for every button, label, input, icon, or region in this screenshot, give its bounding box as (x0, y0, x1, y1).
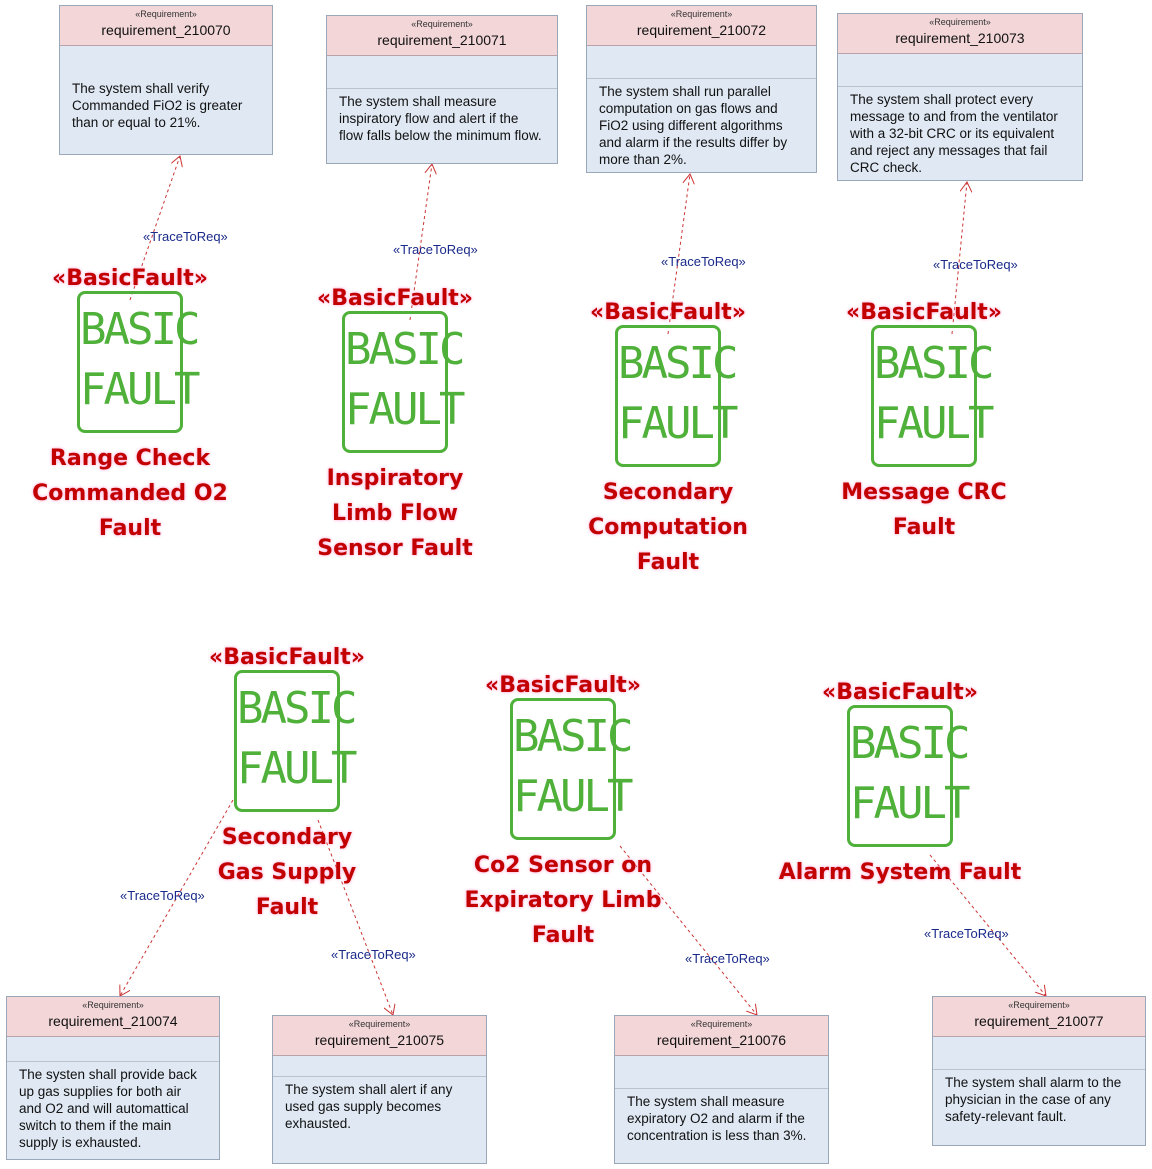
requirement-header (933, 997, 1145, 1037)
basic-fault-range-check[interactable] (20, 266, 240, 546)
trace-label: «TraceToReq» (393, 242, 478, 257)
requirement-box-210070[interactable] (59, 5, 273, 155)
requirement-name: requirement_210077 (974, 1013, 1104, 1029)
basic-fault-icon (77, 291, 198, 433)
requirement-box-210073[interactable] (837, 13, 1083, 181)
fault-stereotype: «BasicFault» (589, 300, 747, 325)
basic-fault-icon-line1: BASIC (850, 718, 968, 769)
basic-fault-icon-line1: BASIC (237, 683, 355, 734)
basic-fault-secondary-computation[interactable] (558, 300, 778, 580)
requirement-header (327, 16, 557, 56)
trace-label: «TraceToReq» (685, 951, 770, 966)
requirement-stereotype: «Requirement» (135, 9, 197, 19)
fault-stereotype: «BasicFault» (208, 645, 366, 670)
basic-fault-icon-line1: BASIC (618, 338, 736, 389)
requirement-box-210077[interactable] (932, 996, 1146, 1146)
requirement-text: The system shall protect every message to and from the ventilator with a 32-bit CRC or its equivalent and reject any messages that fail CRC check. (850, 92, 1058, 175)
requirement-text: The system shall alarm to the physician in the case of any safety-relevant fault. (945, 1075, 1122, 1124)
requirement-divider (7, 1037, 219, 1062)
trace-label: «TraceToReq» (120, 888, 205, 903)
requirement-box-210071[interactable] (326, 15, 558, 164)
requirement-box-210074[interactable] (6, 996, 220, 1160)
requirement-name: requirement_210073 (895, 30, 1025, 46)
requirement-divider (838, 54, 1082, 87)
requirement-box-210075[interactable] (272, 1015, 487, 1164)
trace-label: «TraceToReq» (661, 254, 746, 269)
fault-stereotype: «BasicFault» (484, 673, 642, 698)
fault-stereotype: «BasicFault» (821, 680, 979, 705)
fault-label: Secondary Computation Fault (588, 480, 748, 575)
requirement-name: requirement_210071 (377, 32, 507, 48)
requirement-header (587, 6, 816, 46)
fault-label: Alarm System Fault (778, 860, 1022, 885)
basic-fault-icon-line2: FAULT (237, 743, 355, 794)
requirement-stereotype: «Requirement» (348, 1019, 411, 1029)
basic-fault-icon (510, 698, 631, 840)
requirement-divider (327, 56, 557, 89)
trace-label: «TraceToReq» (933, 257, 1018, 272)
requirement-divider (273, 1056, 486, 1077)
basic-fault-alarm-system[interactable] (760, 680, 1040, 890)
basic-fault-icon-line1: BASIC (513, 711, 631, 762)
requirement-stereotype: «Requirement» (1008, 1000, 1070, 1010)
basic-fault-icon-line1: BASIC (874, 338, 992, 389)
requirement-stereotype: «Requirement» (690, 1019, 753, 1029)
requirement-header (838, 14, 1082, 54)
basic-fault-icon-line2: FAULT (874, 398, 992, 449)
basic-fault-secondary-gas-supply[interactable] (177, 645, 397, 925)
requirement-text: The system shall measure inspiratory flow and alert if the flow falls below the minimum flow. (339, 94, 542, 143)
trace-label: «TraceToReq» (924, 926, 1009, 941)
requirement-name: requirement_210070 (101, 22, 231, 38)
basic-fault-icon (342, 311, 463, 453)
requirement-name: requirement_210074 (48, 1013, 178, 1029)
fault-label: Range Check Commanded O2 Fault (32, 446, 228, 541)
requirement-stereotype: «Requirement» (411, 19, 473, 29)
basic-fault-icon-line2: FAULT (850, 778, 968, 829)
basic-fault-inspiratory-flow[interactable] (285, 286, 505, 566)
basic-fault-icon (615, 325, 736, 467)
requirement-name: requirement_210072 (636, 22, 767, 38)
requirement-box-210072[interactable] (586, 5, 817, 173)
basic-fault-icon-line2: FAULT (618, 398, 736, 449)
fault-stereotype: «BasicFault» (51, 266, 209, 291)
requirement-divider (933, 1037, 1145, 1070)
fault-label: Inspiratory Limb Flow Sensor Fault (317, 466, 473, 561)
fault-stereotype: «BasicFault» (845, 300, 1003, 325)
requirement-divider (587, 46, 816, 79)
requirement-header (273, 1016, 486, 1056)
basic-fault-icon-line2: FAULT (80, 364, 198, 415)
basic-fault-icon (871, 325, 992, 467)
basic-fault-icon (234, 670, 355, 812)
requirement-text: The system shall measure expiratory O2 and alarm if the concentration is less than 3%. (627, 1094, 807, 1143)
basic-fault-icon-line1: BASIC (80, 304, 198, 355)
requirement-name: requirement_210076 (656, 1032, 787, 1048)
requirement-header (615, 1016, 828, 1056)
requirement-box-210076[interactable] (614, 1015, 829, 1164)
fault-label: Co2 Sensor on Expiratory Limb Fault (464, 853, 662, 948)
requirement-text: The system shall verify Commanded FiO2 is greater than or equal to 21%. (72, 81, 243, 130)
basic-fault-icon-line2: FAULT (345, 384, 463, 435)
basic-fault-message-crc[interactable] (814, 300, 1034, 545)
fault-stereotype: «BasicFault» (316, 286, 474, 311)
basic-fault-icon-line1: BASIC (345, 324, 463, 375)
requirement-stereotype: «Requirement» (929, 17, 991, 27)
requirement-text: The system shall alert if any used gas supply becomes exhausted. (285, 1082, 453, 1131)
requirement-header (7, 997, 219, 1037)
fault-label: Secondary Gas Supply Fault (217, 825, 357, 920)
trace-label: «TraceToReq» (331, 947, 416, 962)
requirement-divider (615, 1056, 828, 1089)
requirement-header (60, 6, 272, 46)
trace-label: «TraceToReq» (143, 229, 228, 244)
requirement-name: requirement_210075 (314, 1032, 445, 1048)
requirement-text: The system shall run parallel computation on gas flows and FiO2 using different algorithms and alarm if the results differ by more than 2%. (599, 84, 788, 167)
requirement-text: The systen shall provide back up gas supplies for both air and O2 and will automattical switch to them if the main supply is exhausted. (19, 1067, 197, 1150)
requirement-stereotype: «Requirement» (82, 1000, 144, 1010)
basic-fault-icon (847, 705, 968, 847)
basic-fault-co2-sensor[interactable] (453, 673, 673, 953)
basic-fault-icon-line2: FAULT (513, 771, 631, 822)
requirement-stereotype: «Requirement» (670, 9, 733, 19)
fault-label: Message CRC Fault (841, 480, 1007, 540)
